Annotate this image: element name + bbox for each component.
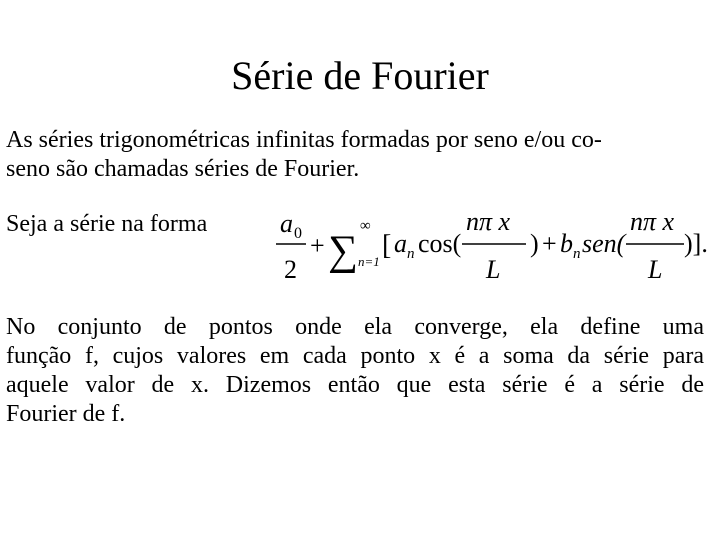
formula-denominator-2: L xyxy=(648,255,663,284)
formula-numerator-1: nπ x xyxy=(466,207,511,236)
formula-sen: sen( xyxy=(582,229,626,258)
paragraph-line-3: aquele valor de x. Dizemos então que esta série é a série de xyxy=(6,372,704,398)
formula-denominator-two: 2 xyxy=(284,255,297,284)
formula-bn-subscript: n xyxy=(573,246,581,262)
formula-plus-2: + xyxy=(542,229,557,258)
formula-an: a xyxy=(394,229,407,258)
formula-a0: a xyxy=(280,209,293,238)
formula-sum-lower: n=1 xyxy=(358,254,380,269)
formula-open-bracket: [ xyxy=(382,230,392,261)
series-intro-label: Seja a série na forma xyxy=(6,211,208,237)
intro-line-1: As séries trigonométricas infinitas formadas por seno e/ou co- xyxy=(6,127,602,153)
paragraph-line-4: Fourier de f. xyxy=(6,401,126,427)
formula-cos: cos( xyxy=(418,229,462,258)
intro-text xyxy=(6,126,714,184)
sigma-icon: ∑ xyxy=(328,228,358,274)
formula-numerator-2: nπ x xyxy=(630,207,675,236)
formula-svg xyxy=(270,202,710,294)
formula-close-2: )]. xyxy=(684,229,708,258)
fourier-series-formula xyxy=(270,202,710,294)
formula-sum-upper: ∞ xyxy=(360,218,371,234)
paragraph-line-1: No conjunto de pontos onde ela converge, ela define uma xyxy=(6,314,704,340)
paragraph-line-2: função f, cujos valores em cada ponto x é a soma da série para xyxy=(6,343,704,369)
formula-a0-subscript: 0 xyxy=(294,225,302,242)
page-title: Série de Fourier xyxy=(231,53,489,98)
definition-paragraph xyxy=(6,313,704,429)
formula-plus-1: + xyxy=(310,231,325,260)
intro-line-2: seno são chamadas séries de Fourier. xyxy=(6,156,360,182)
formula-bn: b xyxy=(560,229,573,258)
formula-an-subscript: n xyxy=(407,246,415,262)
formula-close-paren-1: ) xyxy=(530,229,539,258)
formula-denominator-1: L xyxy=(486,255,501,284)
